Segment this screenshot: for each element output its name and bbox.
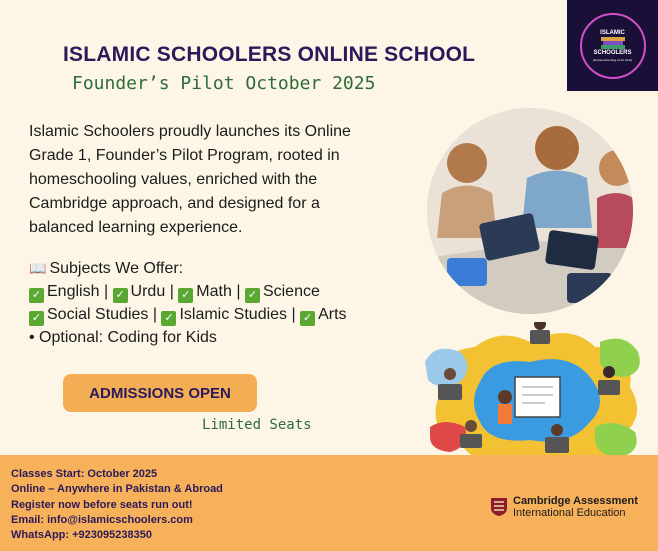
page-title: ISLAMIC SCHOOLERS ONLINE SCHOOL xyxy=(63,43,476,66)
students-tablets-illustration xyxy=(427,108,633,314)
limited-seats-label: Limited Seats xyxy=(202,417,312,433)
subject-item: Science xyxy=(262,283,320,300)
logo-tagline: (Homeschooling at its best) xyxy=(592,57,633,62)
subject-item: Arts xyxy=(318,306,347,323)
online-learning-illustration xyxy=(420,322,648,472)
intro-paragraph: Islamic Schoolers proudly launches its Online Grade 1, Founder’s Pilot Program, rooted in homeschooling values, enriched with the Cambridge approach, and designed for a balanced learning experience. xyxy=(29,123,351,236)
subjects-row-1 xyxy=(29,280,399,303)
subject-item: Urdu xyxy=(130,283,166,300)
subject-item: English xyxy=(47,283,100,300)
subject-item: Math xyxy=(196,283,232,300)
subjects-block xyxy=(29,257,399,349)
register-line: Register now before seats run out! xyxy=(11,498,193,511)
check-mark-icon: ✓ xyxy=(300,311,315,326)
separator: | xyxy=(169,283,174,300)
contact-info xyxy=(11,467,223,543)
check-mark-icon: ✓ xyxy=(29,311,44,326)
check-mark-icon: ✓ xyxy=(178,288,193,303)
logo-text-2: SCHOOLERS xyxy=(593,49,632,56)
cambridge-logo xyxy=(490,495,638,519)
book-icon: 📖 xyxy=(29,260,47,276)
subject-item: Islamic Studies xyxy=(179,306,288,323)
school-logo xyxy=(567,0,658,91)
separator: | xyxy=(291,306,296,323)
students-photo xyxy=(427,108,633,314)
whatsapp-line[interactable]: WhatsApp: +923095238350 xyxy=(11,529,152,542)
location-line: Online – Anywhere in Pakistan & Abroad xyxy=(11,483,223,496)
cambridge-shield-icon xyxy=(490,497,508,517)
books-icon xyxy=(600,36,626,50)
check-mark-icon: ✓ xyxy=(113,288,128,303)
online-class-icon xyxy=(420,322,648,472)
separator: | xyxy=(236,283,241,300)
subjects-heading-text: Subjects We Offer: xyxy=(49,260,184,277)
email-line[interactable]: Email: info@islamicschoolers.com xyxy=(11,513,193,526)
logo-ring xyxy=(580,13,646,79)
subjects-heading xyxy=(29,257,399,280)
logo-text-1: ISLAMIC xyxy=(600,29,625,36)
page-subtitle: Founder’s Pilot October 2025 xyxy=(72,73,376,94)
cambridge-subname: International Education xyxy=(513,507,626,519)
classes-start-line: Classes Start: October 2025 xyxy=(11,468,158,480)
separator: | xyxy=(103,283,109,300)
check-mark-icon: ✓ xyxy=(29,288,44,303)
check-mark-icon: ✓ xyxy=(161,311,176,326)
subjects-row-2 xyxy=(29,303,399,326)
admissions-open-button[interactable]: ADMISSIONS OPEN xyxy=(63,374,257,412)
optional-subject: • Optional: Coding for Kids xyxy=(29,329,217,346)
check-mark-icon: ✓ xyxy=(245,288,260,303)
cambridge-name: Cambridge Assessment xyxy=(513,495,638,507)
subject-item: Social Studies xyxy=(47,306,149,323)
separator: | xyxy=(152,306,157,323)
